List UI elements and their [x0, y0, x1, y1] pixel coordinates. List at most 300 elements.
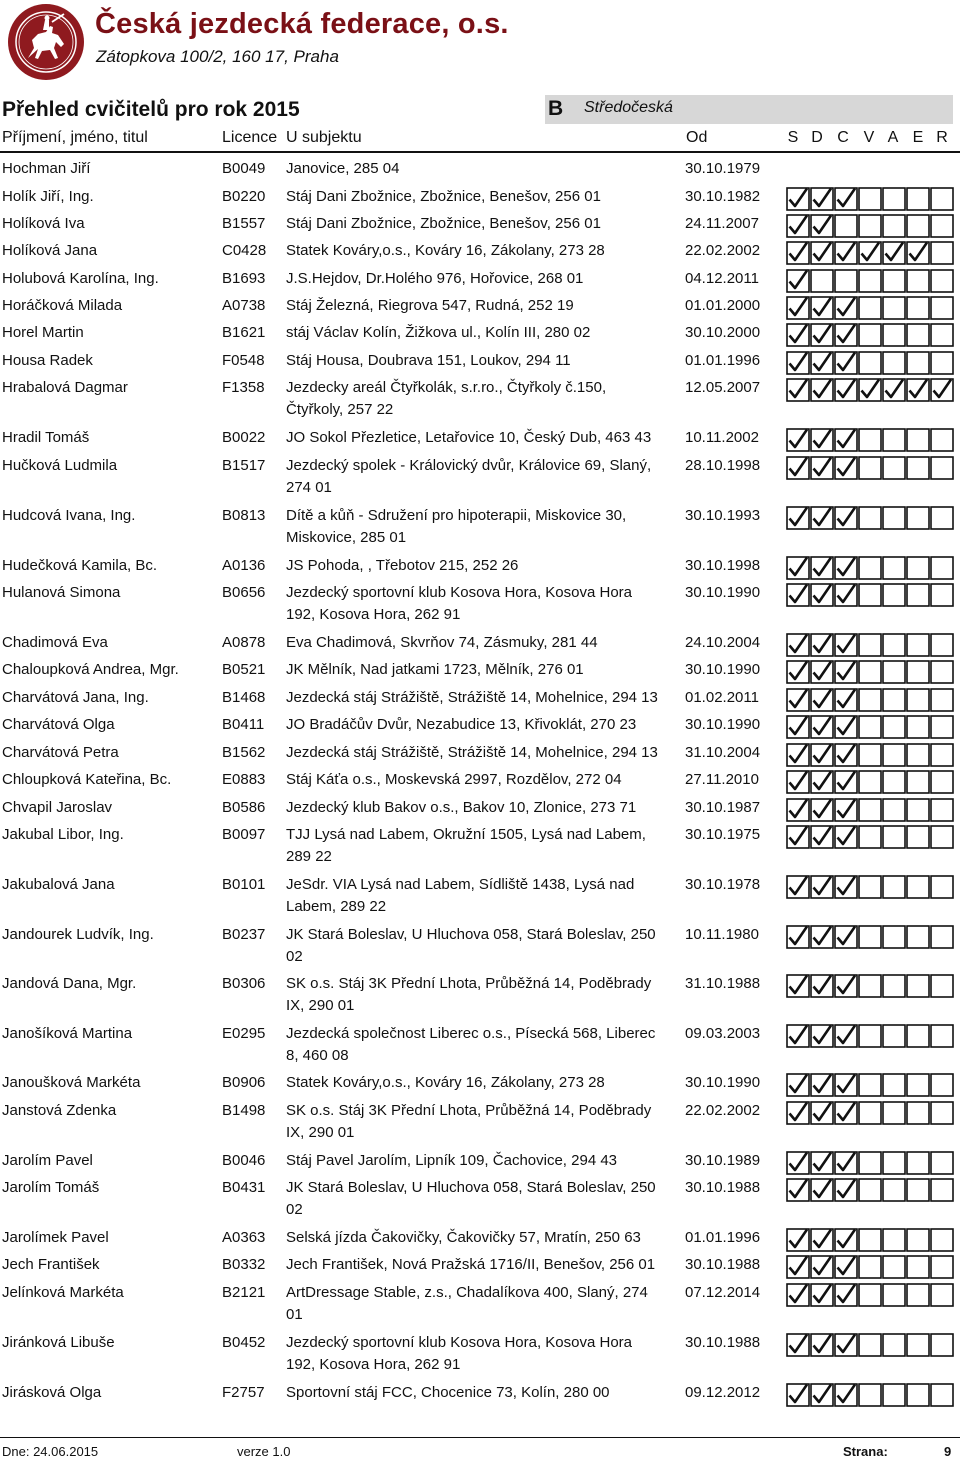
empty-box-icon	[906, 1073, 930, 1097]
licence-number: B0097	[222, 826, 266, 843]
empty-box-icon	[930, 269, 954, 293]
checked-box-icon	[786, 875, 810, 899]
since-date: 31.10.1988	[685, 975, 761, 992]
checked-box-icon	[810, 743, 834, 767]
checked-box-icon	[810, 633, 834, 657]
empty-box-icon	[858, 187, 882, 211]
instructor-name: Jakubal Libor, Ing.	[2, 826, 124, 843]
checked-box-icon	[786, 1383, 810, 1407]
empty-box-icon	[906, 1228, 930, 1252]
licence-number: E0295	[222, 1025, 266, 1042]
subject-address: Statek Kováry,o.s., Kováry 16, Zákolany, 273 28	[286, 242, 605, 259]
empty-box-icon	[906, 925, 930, 949]
licence-number: B0411	[222, 716, 265, 733]
qualification-flags	[786, 974, 954, 998]
empty-box-icon	[858, 633, 882, 657]
empty-box-icon	[906, 715, 930, 739]
checked-box-icon	[834, 1178, 858, 1202]
checked-box-icon	[834, 351, 858, 375]
empty-box-icon	[882, 506, 906, 530]
column-header-flag-v: V	[863, 129, 875, 146]
empty-box-icon	[906, 351, 930, 375]
licence-number: B0046	[222, 1152, 266, 1169]
licence-number: B0022	[222, 429, 266, 446]
licence-number: B0906	[222, 1074, 266, 1091]
licence-number: B0049	[222, 160, 266, 177]
checked-box-icon	[834, 583, 858, 607]
qualification-flags	[786, 1178, 954, 1202]
footer-version: verze 1.0	[237, 1444, 291, 1459]
instructor-name: Hudcová Ivana, Ing.	[2, 507, 136, 524]
subject-address: Jezdecký spolek - Královický dvůr, Královice 69, Slaný, 274 01	[286, 457, 652, 496]
instructor-name: Chloupková Kateřina, Bc.	[2, 771, 172, 788]
checked-box-icon	[810, 715, 834, 739]
empty-box-icon	[930, 1178, 954, 1202]
licence-number: B0306	[222, 975, 266, 992]
checked-box-icon	[786, 323, 810, 347]
subject-address: J.S.Hejdov, Dr.Holého 976, Hořovice, 268 01	[286, 270, 584, 287]
empty-box-icon	[906, 187, 930, 211]
since-date: 28.10.1998	[685, 457, 761, 474]
subject-address: JK Stará Boleslav, U Hluchova 058, Stará Boleslav, 250 02	[286, 926, 656, 965]
empty-box-icon	[930, 1383, 954, 1407]
checked-box-icon	[786, 1283, 810, 1307]
empty-box-icon	[858, 1178, 882, 1202]
checked-box-icon	[834, 323, 858, 347]
checked-box-icon	[810, 583, 834, 607]
empty-box-icon	[930, 1151, 954, 1175]
since-date: 01.01.2000	[685, 297, 761, 314]
since-date: 27.11.2010	[685, 771, 759, 788]
empty-box-icon	[858, 1024, 882, 1048]
empty-box-icon	[882, 583, 906, 607]
subject-address: Jezdecky areál Čtyřkolák, s.r.ro., Čtyřkoly č.150, Čtyřkoly, 257 22	[286, 379, 607, 418]
empty-box-icon	[858, 269, 882, 293]
checked-box-icon	[810, 296, 834, 320]
column-header-flag-e: E	[912, 129, 924, 146]
qualification-flags	[786, 875, 954, 899]
checked-box-icon	[810, 428, 834, 452]
subject-address: Stáj Pavel Jarolím, Lipník 109, Čachovice, 294 43	[286, 1152, 618, 1169]
empty-box-icon	[882, 798, 906, 822]
empty-box-icon	[834, 269, 858, 293]
column-header-name: Příjmení, jméno, titul	[2, 129, 148, 146]
since-date: 01.02.2011	[685, 689, 759, 706]
instructor-name: Holíková Jana	[2, 242, 98, 259]
empty-box-icon	[906, 1283, 930, 1307]
checked-box-icon	[810, 214, 834, 238]
checked-box-icon	[834, 770, 858, 794]
subject-address: TJJ Lysá nad Labem, Okružní 1505, Lysá nad Labem, 289 22	[286, 826, 646, 865]
licence-number: A0878	[222, 634, 266, 651]
subject-address: JK Stará Boleslav, U Hluchova 058, Stará Boleslav, 250 02	[286, 1179, 656, 1218]
instructor-name: Janošíková Martina	[2, 1025, 133, 1042]
checked-box-icon	[834, 660, 858, 684]
licence-number: F2757	[222, 1384, 265, 1401]
licence-number: B1562	[222, 744, 266, 761]
empty-box-icon	[906, 1024, 930, 1048]
empty-box-icon	[858, 1151, 882, 1175]
licence-number: B1498	[222, 1102, 266, 1119]
checked-box-icon	[810, 1383, 834, 1407]
since-date: 30.10.1988	[685, 1179, 761, 1196]
since-date: 24.11.2007	[685, 215, 759, 232]
empty-box-icon	[858, 556, 882, 580]
empty-box-icon	[906, 1333, 930, 1357]
subject-address: SK o.s. Stáj 3K Přední Lhota, Průběžná 14, Poděbrady IX, 290 01	[286, 975, 652, 1014]
empty-box-icon	[882, 456, 906, 480]
instructor-name: Hulanová Simona	[2, 584, 121, 601]
qualification-flags	[786, 428, 954, 452]
instructor-name: Holík Jiří, Ing.	[2, 188, 94, 205]
instructor-name: Hudečková Kamila, Bc.	[2, 557, 158, 574]
region-bar	[545, 95, 953, 124]
instructor-name: Holubová Karolína, Ing.	[2, 270, 159, 287]
checked-box-icon	[810, 1228, 834, 1252]
column-header-from: Od	[686, 129, 708, 146]
licence-number: B0220	[222, 188, 266, 205]
empty-box-icon	[906, 633, 930, 657]
subject-address: SK o.s. Stáj 3K Přední Lhota, Průběžná 14, Poděbrady IX, 290 01	[286, 1102, 652, 1141]
qualification-flags	[786, 1101, 954, 1125]
empty-box-icon	[882, 556, 906, 580]
licence-number: E0883	[222, 771, 266, 788]
qualification-flags	[786, 1151, 954, 1175]
checked-box-icon	[834, 1255, 858, 1279]
checked-box-icon	[786, 583, 810, 607]
empty-box-icon	[930, 660, 954, 684]
empty-box-icon	[906, 825, 930, 849]
checked-box-icon	[810, 825, 834, 849]
empty-box-icon	[858, 660, 882, 684]
checked-box-icon	[906, 378, 930, 402]
empty-box-icon	[930, 1024, 954, 1048]
empty-box-icon	[882, 825, 906, 849]
empty-box-icon	[930, 1255, 954, 1279]
checked-box-icon	[786, 798, 810, 822]
checked-box-icon	[786, 378, 810, 402]
since-date: 01.01.1996	[685, 352, 761, 369]
checked-box-icon	[834, 925, 858, 949]
instructor-name: Jandová Dana, Mgr.	[2, 975, 137, 992]
since-date: 30.10.1988	[685, 1334, 761, 1351]
empty-box-icon	[882, 269, 906, 293]
empty-box-icon	[882, 351, 906, 375]
checked-box-icon	[834, 556, 858, 580]
licence-number: B1621	[222, 324, 266, 341]
subject-address: Stáj Dani Zbožnice, Zbožnice, Benešov, 256 01	[286, 188, 601, 205]
instructor-name: Charvátová Olga	[2, 716, 115, 733]
qualification-flags	[786, 1228, 954, 1252]
checked-box-icon	[882, 378, 906, 402]
instructor-name: Horáčková Milada	[2, 297, 123, 314]
empty-box-icon	[858, 583, 882, 607]
checked-box-icon	[834, 296, 858, 320]
qualification-flags	[786, 583, 954, 607]
qualification-flags	[786, 456, 954, 480]
qualification-flags	[786, 378, 954, 402]
empty-box-icon	[930, 825, 954, 849]
column-header-flag-d: D	[811, 129, 823, 146]
licence-number: B0431	[222, 1179, 266, 1196]
checked-box-icon	[858, 241, 882, 265]
since-date: 30.10.2000	[685, 324, 761, 341]
subject-address: JeSdr. VIA Lysá nad Labem, Sídliště 1438, Lysá nad Labem, 289 22	[286, 876, 635, 915]
checked-box-icon	[786, 743, 810, 767]
region-name: Středočeská	[584, 99, 673, 116]
empty-box-icon	[858, 925, 882, 949]
empty-box-icon	[882, 428, 906, 452]
empty-box-icon	[930, 241, 954, 265]
empty-box-icon	[906, 875, 930, 899]
subject-address: Janovice, 285 04	[286, 160, 400, 177]
empty-box-icon	[930, 1228, 954, 1252]
empty-box-icon	[930, 688, 954, 712]
subject-address: Stáj Dani Zbožnice, Zbožnice, Benešov, 256 01	[286, 215, 601, 232]
checked-box-icon	[786, 715, 810, 739]
empty-box-icon	[930, 214, 954, 238]
instructor-name: Jelínková Markéta	[2, 1284, 124, 1301]
since-date: 30.10.1990	[685, 716, 761, 733]
checked-box-icon	[810, 351, 834, 375]
empty-box-icon	[906, 1178, 930, 1202]
column-header-flag-r: R	[936, 129, 948, 146]
checked-box-icon	[786, 660, 810, 684]
empty-box-icon	[930, 323, 954, 347]
checked-box-icon	[786, 633, 810, 657]
column-header-flag-s: S	[787, 129, 799, 146]
empty-box-icon	[930, 633, 954, 657]
checked-box-icon	[786, 1228, 810, 1252]
empty-box-icon	[882, 1101, 906, 1125]
empty-box-icon	[882, 1151, 906, 1175]
instructor-name: Jarolím Tomáš	[2, 1179, 100, 1196]
checked-box-icon	[786, 269, 810, 293]
qualification-flags	[786, 187, 954, 211]
empty-box-icon	[882, 1333, 906, 1357]
empty-box-icon	[834, 214, 858, 238]
checked-box-icon	[786, 456, 810, 480]
empty-box-icon	[882, 688, 906, 712]
qualification-flags	[786, 715, 954, 739]
qualification-flags	[786, 269, 954, 293]
since-date: 10.11.2002	[685, 429, 759, 446]
since-date: 09.12.2012	[685, 1384, 761, 1401]
licence-number: B0656	[222, 584, 266, 601]
checked-box-icon	[786, 241, 810, 265]
checked-box-icon	[834, 1383, 858, 1407]
checked-box-icon	[834, 1333, 858, 1357]
qualification-flags	[786, 1333, 954, 1357]
checked-box-icon	[930, 378, 954, 402]
organization-name: Česká jezdecká federace, o.s.	[95, 8, 509, 40]
checked-box-icon	[810, 1024, 834, 1048]
empty-box-icon	[906, 798, 930, 822]
subject-address: ArtDressage Stable, z.s., Chadalíkova 400, Slaný, 274 01	[286, 1284, 648, 1323]
instructor-name: Jiránková Libuše	[2, 1334, 115, 1351]
empty-box-icon	[858, 715, 882, 739]
empty-box-icon	[858, 1283, 882, 1307]
header-divider	[0, 151, 960, 153]
checked-box-icon	[786, 214, 810, 238]
empty-box-icon	[930, 456, 954, 480]
checked-box-icon	[786, 1073, 810, 1097]
licence-number: B0332	[222, 1256, 266, 1273]
checked-box-icon	[834, 506, 858, 530]
licence-number: B0452	[222, 1334, 266, 1351]
subject-address: Stáj Železná, Riegrova 547, Rudná, 252 19	[286, 297, 574, 314]
checked-box-icon	[786, 1151, 810, 1175]
empty-box-icon	[906, 1255, 930, 1279]
checked-box-icon	[834, 875, 858, 899]
qualification-flags	[786, 1073, 954, 1097]
checked-box-icon	[786, 1333, 810, 1357]
licence-number: B0237	[222, 926, 266, 943]
checked-box-icon	[834, 974, 858, 998]
checked-box-icon	[834, 456, 858, 480]
since-date: 30.10.1988	[685, 1256, 761, 1273]
empty-box-icon	[858, 770, 882, 794]
empty-box-icon	[858, 1101, 882, 1125]
qualification-flags	[786, 1024, 954, 1048]
empty-box-icon	[858, 1383, 882, 1407]
empty-box-icon	[882, 187, 906, 211]
column-header-flag-c: C	[837, 129, 849, 146]
checked-box-icon	[810, 1178, 834, 1202]
checked-box-icon	[858, 378, 882, 402]
qualification-flags	[786, 1383, 954, 1407]
licence-number: C0428	[222, 242, 267, 259]
checked-box-icon	[810, 378, 834, 402]
empty-box-icon	[858, 456, 882, 480]
instructor-name: Hochman Jiří	[2, 160, 91, 177]
checked-box-icon	[786, 506, 810, 530]
checked-box-icon	[786, 556, 810, 580]
checked-box-icon	[786, 351, 810, 375]
empty-box-icon	[906, 269, 930, 293]
empty-box-icon	[858, 798, 882, 822]
qualification-flags	[786, 241, 954, 265]
qualification-flags	[786, 688, 954, 712]
empty-box-icon	[882, 1383, 906, 1407]
licence-number: A0136	[222, 557, 266, 574]
checked-box-icon	[834, 825, 858, 849]
since-date: 30.10.1993	[685, 507, 761, 524]
subject-address: Selská jízda Čakovičky, Čakovičky 57, Mratín, 250 63	[286, 1229, 641, 1246]
footer-page-number: 9	[944, 1444, 952, 1459]
qualification-flags	[786, 1255, 954, 1279]
empty-box-icon	[906, 1383, 930, 1407]
empty-box-icon	[882, 925, 906, 949]
empty-box-icon	[858, 351, 882, 375]
subject-address: Stáj Housa, Doubrava 151, Loukov, 294 11	[286, 352, 571, 369]
checked-box-icon	[834, 715, 858, 739]
empty-box-icon	[906, 506, 930, 530]
qualification-flags	[786, 770, 954, 794]
document-title: Přehled cvičitelů pro rok 2015	[2, 98, 300, 121]
subject-address: Jezdecká stáj Strážiště, Strážiště 14, Mohelnice, 294 13	[286, 744, 658, 761]
empty-box-icon	[882, 1073, 906, 1097]
column-header-subject: U subjektu	[286, 129, 362, 146]
empty-box-icon	[858, 1073, 882, 1097]
qualification-flags	[786, 660, 954, 684]
empty-box-icon	[858, 743, 882, 767]
since-date: 04.12.2011	[685, 270, 759, 287]
empty-box-icon	[858, 1255, 882, 1279]
since-date: 30.10.1978	[685, 876, 761, 893]
qualification-flags	[786, 214, 954, 238]
empty-box-icon	[882, 770, 906, 794]
empty-box-icon	[930, 583, 954, 607]
licence-number: B1557	[222, 215, 266, 232]
instructor-name: Hrabalová Dagmar	[2, 379, 128, 396]
empty-box-icon	[906, 556, 930, 580]
checked-box-icon	[810, 323, 834, 347]
column-header-flag-a: A	[887, 129, 899, 146]
empty-box-icon	[930, 1283, 954, 1307]
instructor-name: Holíková Iva	[2, 215, 85, 232]
empty-box-icon	[930, 296, 954, 320]
empty-box-icon	[882, 214, 906, 238]
federation-logo-icon	[6, 2, 86, 82]
instructor-name: Horel Martin	[2, 324, 84, 341]
instructor-name: Janoušková Markéta	[2, 1074, 141, 1091]
qualification-flags	[786, 351, 954, 375]
empty-box-icon	[858, 825, 882, 849]
empty-box-icon	[906, 456, 930, 480]
empty-box-icon	[858, 974, 882, 998]
checked-box-icon	[810, 875, 834, 899]
qualification-flags	[786, 825, 954, 849]
qualification-flags	[786, 1283, 954, 1307]
licence-number: B0521	[222, 661, 266, 678]
empty-box-icon	[858, 875, 882, 899]
empty-box-icon	[906, 428, 930, 452]
subject-address: stáj Václav Kolín, Žižkova ul., Kolín III, 280 02	[286, 324, 591, 341]
subject-address: JO Sokol Přezletice, Letařovice 10, Český Dub, 463 43	[286, 429, 652, 446]
empty-box-icon	[882, 1178, 906, 1202]
since-date: 22.02.2002	[685, 242, 761, 259]
checked-box-icon	[810, 1283, 834, 1307]
empty-box-icon	[882, 660, 906, 684]
checked-box-icon	[786, 825, 810, 849]
instructor-name: Jarolímek Pavel	[2, 1229, 109, 1246]
checked-box-icon	[810, 1101, 834, 1125]
subject-address: Dítě a kůň - Sdružení pro hipoterapii, Miskovice 30, Miskovice, 285 01	[286, 507, 627, 546]
since-date: 31.10.2004	[685, 744, 761, 761]
checked-box-icon	[834, 187, 858, 211]
instructor-name: Charvátová Petra	[2, 744, 119, 761]
footer-divider	[0, 1437, 960, 1438]
since-date: 30.10.1989	[685, 1152, 761, 1169]
empty-box-icon	[906, 1101, 930, 1125]
subject-address: Eva Chadimová, Skvrňov 74, Zásmuky, 281 44	[286, 634, 598, 651]
checked-box-icon	[786, 187, 810, 211]
checked-box-icon	[906, 241, 930, 265]
checked-box-icon	[834, 798, 858, 822]
empty-box-icon	[882, 1228, 906, 1252]
licence-number: B0101	[222, 876, 266, 893]
empty-box-icon	[882, 296, 906, 320]
region-code: B	[548, 97, 564, 120]
empty-box-icon	[858, 1333, 882, 1357]
instructor-name: Jandourek Ludvík, Ing.	[2, 926, 154, 943]
instructor-name: Janstová Zdenka	[2, 1102, 117, 1119]
subject-address: Jezdecký klub Bakov o.s., Bakov 10, Zlonice, 273 71	[286, 799, 637, 816]
instructor-name: Chvapil Jaroslav	[2, 799, 113, 816]
licence-number: B0813	[222, 507, 266, 524]
checked-box-icon	[834, 378, 858, 402]
